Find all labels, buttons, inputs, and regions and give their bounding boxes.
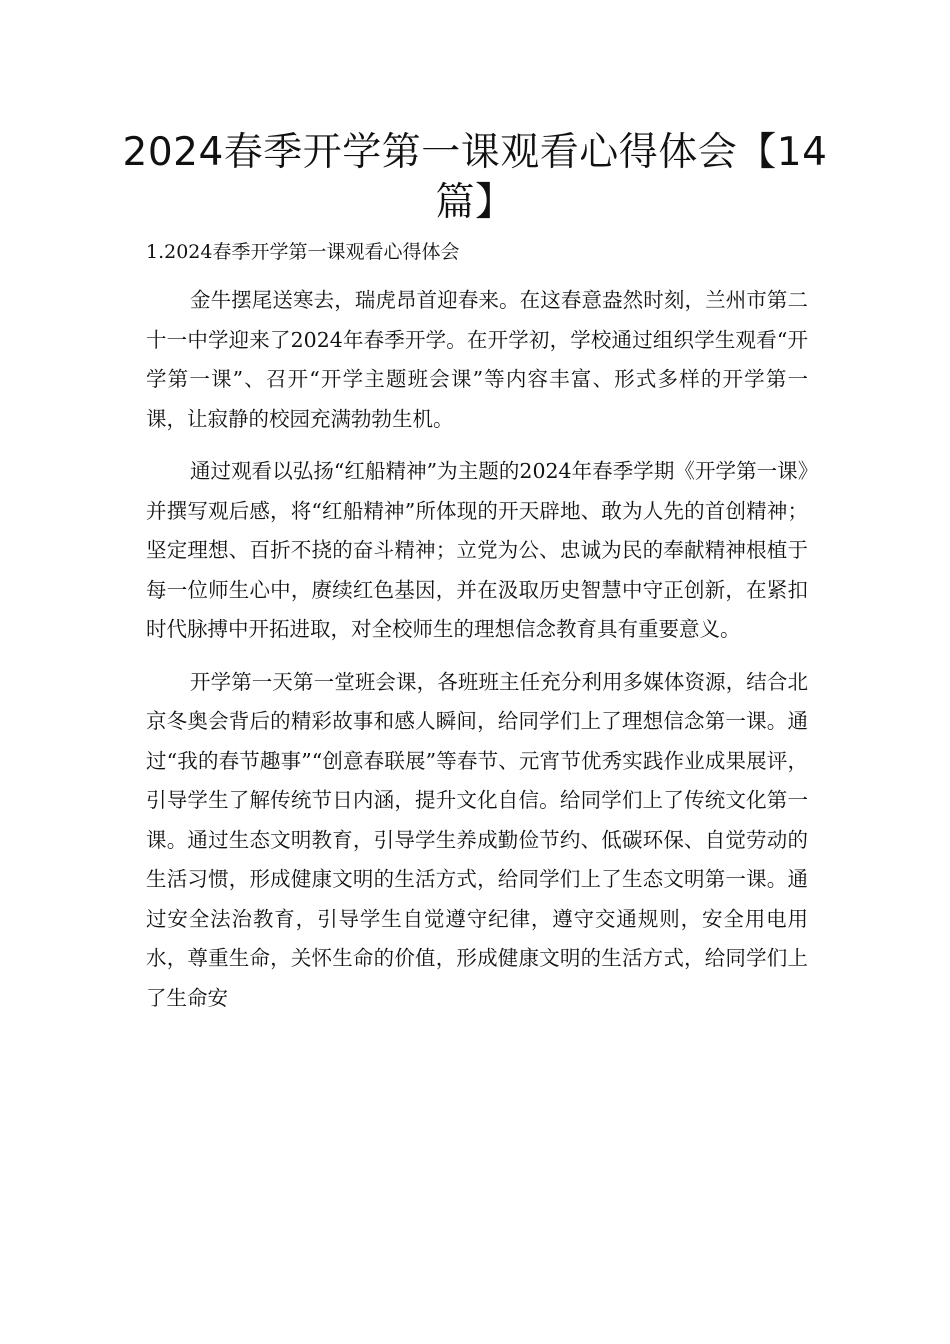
- section-heading: 1.2024春季开学第一课观看心得体会: [146, 241, 460, 263]
- paragraph: 通过观看以弘扬“红船精神”为主题的2024年春季学期《开学第一课》并撰写观后感，将“红船精神”所体现的开天辟地、敢为人先的首创精神；坚定理想、百折不挠的奋斗精神；立党为公、忠诚为民的奉献精神根植于每一位师生心中，赓续红色基因，并在汲取历史智慧中守正创新，在紧扣时代脉搏中开拓进取，对全校师生的理想信念教育具有重要意义。: [146, 459, 808, 641]
- paragraph: 开学第一天第一堂班会课，各班班主任充分利用多媒体资源，结合北京冬奥会背后的精彩故事和感人瞬间，给同学们上了理想信念第一课。通过“我的春节趣事”“创意春联展”等春节、元宵节优秀实践作业成果展评，引导学生了解传统节日内涵，提升文化自信。给同学们上了传统文化第一课。通过生态文明教育，引导学生养成勤俭节约、低碳环保、自觉劳动的生活习惯，形成健康文明的生活方式，给同学们上了生态文明第一课。通过安全法治教育，引导学生自觉遵守纪律，遵守交通规则，安全用电用水，尊重生命，关怀生命的价值，形成健康文明的生活方式，给同学们上了生命安: [146, 669, 808, 1010]
- paragraph: 金牛摆尾送寒去，瑞虎昂首迎春来。在这春意盎然时刻，兰州市第二十一中学迎来了2024年春季开学。在开学初，学校通过组织学生观看“开学第一课”、召开“开学主题班会课”等内容丰富、形式多样的开学第一课，让寂静的校园充满勃勃生机。: [146, 288, 808, 431]
- document-body: [146, 281, 808, 1031]
- document-title: 2024春季开学第一课观看心得体会【14篇】: [122, 130, 828, 225]
